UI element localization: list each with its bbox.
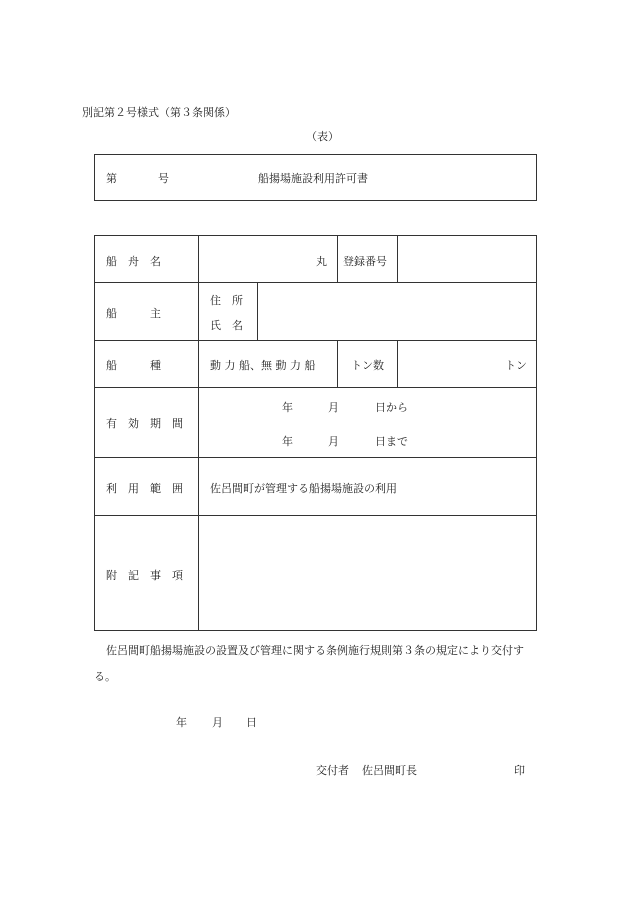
remarks-label: 附 記 事 項: [106, 569, 183, 582]
validity-period-label: 有 効 期 間: [106, 417, 183, 430]
owner-label: 船 主: [106, 307, 161, 320]
registration-number-field[interactable]: [400, 240, 533, 278]
ship-type-label: 船 種: [106, 359, 161, 372]
issue-date-year: 年: [176, 716, 187, 729]
registration-number-label: 登録番号: [343, 255, 387, 268]
document-title: 船揚場施設利用許可書: [258, 172, 368, 185]
ship-name-field[interactable]: [202, 240, 310, 278]
tonnage-field[interactable]: [400, 344, 500, 382]
validity-from-month: 月: [328, 401, 339, 414]
form-reference: 別記第２号様式（第３条関係）: [82, 106, 236, 119]
number-suffix: 号: [158, 172, 169, 185]
cell-divider: [337, 340, 338, 387]
row-divider: [94, 282, 537, 283]
scope-label: 利 用 範 囲: [106, 482, 183, 495]
issue-date-day: 日: [246, 716, 257, 729]
row-divider: [94, 340, 537, 341]
tonnage-unit: トン: [505, 359, 527, 372]
owner-field[interactable]: [261, 286, 533, 336]
cell-divider: [397, 235, 398, 282]
cell-divider: [257, 282, 258, 340]
tonnage-label: トン数: [351, 359, 384, 372]
row-divider: [94, 387, 537, 388]
ship-type-value: 動 力 船、無 動 力 船: [210, 359, 316, 372]
row-divider: [94, 457, 537, 458]
ship-name-label: 船 舟 名: [106, 255, 161, 268]
validity-to-day: 日まで: [375, 435, 408, 448]
issuance-statement-line1: 佐呂間町船揚場施設の設置及び管理に関する条例施行規則第３条の規定により交付す: [106, 644, 524, 657]
issuer-name: 佐呂間町長: [362, 764, 417, 777]
validity-to-year: 年: [282, 435, 293, 448]
number-label: 第: [106, 172, 117, 185]
scope-value: 佐呂間町が管理する船揚場施設の利用: [210, 482, 397, 495]
seal-mark: 印: [514, 764, 525, 777]
side-indicator: （表）: [306, 130, 339, 143]
cell-divider: [337, 235, 338, 282]
address-label: 住 所: [210, 294, 243, 307]
validity-from-day: 日から: [375, 401, 408, 414]
validity-to-month: 月: [328, 435, 339, 448]
issuer-label: 交付者: [316, 764, 349, 777]
remarks-field[interactable]: [202, 520, 533, 626]
row-divider: [94, 515, 537, 516]
issue-date-month: 月: [212, 716, 223, 729]
validity-from-year: 年: [282, 401, 293, 414]
cell-divider: [397, 340, 398, 387]
name-label: 氏 名: [210, 319, 243, 332]
label-column-divider: [198, 235, 199, 631]
ship-name-suffix: 丸: [316, 255, 327, 268]
issuance-statement-line2: る。: [94, 670, 116, 683]
